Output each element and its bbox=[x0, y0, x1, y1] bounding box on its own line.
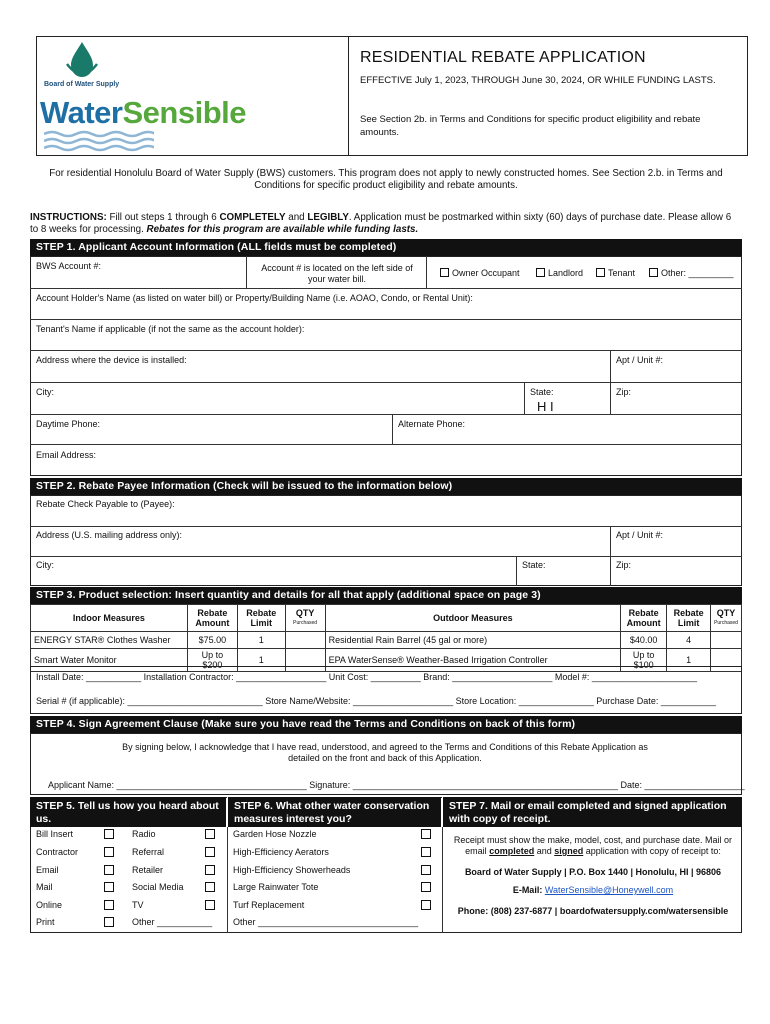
source-option: Radio bbox=[132, 829, 156, 839]
checkbox-icon[interactable] bbox=[104, 882, 114, 892]
step2-header: STEP 2. Rebate Payee Information (Check will be issued to the information below) bbox=[30, 478, 742, 495]
landlord-checkbox[interactable]: Landlord bbox=[536, 268, 583, 278]
state-label: State: bbox=[530, 387, 554, 397]
instructions-text1: Fill out steps 1 through 6 bbox=[106, 212, 220, 223]
measure-option: Large Rainwater Tote bbox=[233, 882, 319, 892]
alternate-phone-field[interactable]: Alternate Phone: bbox=[398, 419, 466, 429]
payee-city-field[interactable]: City: bbox=[36, 560, 54, 570]
checkbox-icon[interactable] bbox=[440, 268, 449, 277]
checkbox-icon[interactable] bbox=[421, 900, 431, 910]
source-option: Email bbox=[36, 865, 59, 875]
product-name: EPA WaterSense® Weather-Based Irrigation Controller bbox=[325, 649, 621, 672]
product-name: ENERGY STAR® Clothes Washer bbox=[31, 632, 188, 649]
qty-input[interactable] bbox=[711, 632, 742, 649]
checkbox-icon[interactable] bbox=[104, 865, 114, 875]
product-name: Smart Water Monitor bbox=[31, 649, 188, 672]
instructions-completely: COMPLETELY bbox=[219, 212, 286, 223]
instructions-and: and bbox=[285, 212, 308, 223]
instructions-text2: . Application must be postmarked within sixty (60) days of purchase date. Please allow 6 to 8 weeks for processing. bbox=[30, 212, 732, 235]
effective-dates: EFFECTIVE July 1, 2023, THROUGH June 30, 2024, OR WHILE FUNDING LASTS. bbox=[360, 75, 716, 86]
checkbox-icon[interactable] bbox=[421, 882, 431, 892]
rebate-limit-head-2: Rebate Limit bbox=[667, 605, 711, 632]
payee-state-field[interactable]: State: bbox=[522, 560, 546, 570]
other-checkbox[interactable]: Other: _________ bbox=[649, 268, 734, 278]
signature-line[interactable]: Applicant Name: ______________________________________ Signature: _____________________________________________________ Date: ____________________ bbox=[48, 780, 745, 790]
checkbox-icon[interactable] bbox=[205, 865, 215, 875]
daytime-phone-field[interactable]: Daytime Phone: bbox=[36, 419, 101, 429]
instructions bbox=[30, 212, 742, 236]
instructions-legibly: LEGIBLY bbox=[307, 212, 349, 223]
brand-sensible: Sensible bbox=[122, 95, 246, 130]
install-details-line1[interactable]: Install Date: ___________ Installation Contractor: __________________ Unit Cost: __________ Brand: ____________________ Model #: _____________________ bbox=[36, 672, 698, 682]
tenant-checkbox[interactable]: Tenant bbox=[596, 268, 635, 278]
product-amount: Up to $100 bbox=[621, 649, 667, 672]
owner-occupant-checkbox[interactable]: Owner Occupant bbox=[440, 268, 520, 278]
org-name: Board of Water Supply bbox=[44, 81, 120, 88]
account-note: Account # is located on the left side of your water bill. bbox=[261, 263, 413, 284]
step3-header: STEP 3. Product selection: Insert quantity and details for all that apply (additional space on page 3) bbox=[30, 587, 742, 604]
account-holder-name-field[interactable]: Account Holder's Name (as listed on water bill) or Property/Building Name (i.e. AOAO, Condo, or Rental Unit): bbox=[36, 293, 473, 303]
checkbox-icon[interactable] bbox=[205, 900, 215, 910]
water-drop-logo-icon bbox=[62, 40, 102, 80]
source-option: Contractor bbox=[36, 847, 79, 857]
source-option: Referral bbox=[132, 847, 165, 857]
instructions-italic: Rebates for this program are available while funding lasts. bbox=[146, 224, 419, 235]
header-divider bbox=[348, 36, 349, 156]
product-limit: 1 bbox=[237, 649, 285, 672]
instructions-label: INSTRUCTIONS: bbox=[30, 212, 107, 223]
measure-option: High-Efficiency Aerators bbox=[233, 847, 329, 857]
step4-header: STEP 4. Sign Agreement Clause (Make sure you have read the Terms and Conditions on back of this form) bbox=[30, 716, 742, 733]
checkbox-icon[interactable] bbox=[205, 847, 215, 857]
product-amount: Up to $200 bbox=[187, 649, 237, 672]
payee-zip-field[interactable]: Zip: bbox=[616, 560, 632, 570]
measure-option: Turf Replacement bbox=[233, 900, 305, 910]
step6-header: STEP 6. What other water conservation measures interest you? bbox=[228, 797, 441, 827]
checkbox-icon[interactable] bbox=[421, 865, 431, 875]
product-table bbox=[30, 604, 742, 672]
checkbox-icon[interactable] bbox=[104, 829, 114, 839]
mail-instructions: Receipt must show the make, model, cost, and purchase date. Mail or email completed and signed application with copy of receipt to: bbox=[453, 835, 733, 856]
city-field[interactable]: City: bbox=[36, 387, 54, 397]
measure-option: Garden Hose Nozzle bbox=[233, 829, 317, 839]
source-option: Bill Insert bbox=[36, 829, 74, 839]
source-option: TV bbox=[132, 900, 144, 910]
payee-field[interactable]: Rebate Check Payable to (Payee): bbox=[36, 499, 175, 509]
agreement-clause: By signing below, I acknowledge that I have read, understood, and agreed to the Terms and Conditions of this Rebate Application as detailed on the front and back of this Application. bbox=[122, 742, 648, 763]
product-name: Residential Rain Barrel (45 gal or more) bbox=[325, 632, 621, 649]
product-limit: 4 bbox=[667, 632, 711, 649]
email-line: E-Mail: WaterSensible@Honeywell.com bbox=[512, 885, 674, 895]
source-option: Retailer bbox=[132, 865, 164, 875]
checkbox-icon[interactable] bbox=[205, 882, 215, 892]
product-amount: $75.00 bbox=[187, 632, 237, 649]
measure-option: High-Efficiency Showerheads bbox=[233, 865, 351, 875]
payee-apt-field[interactable]: Apt / Unit #: bbox=[616, 530, 664, 540]
brand-logo bbox=[40, 95, 246, 131]
rebate-amount-head: Rebate Amount bbox=[187, 605, 237, 632]
email-field[interactable]: Email Address: bbox=[36, 450, 97, 460]
bws-account-label: BWS Account #: bbox=[36, 261, 102, 271]
apt-field[interactable]: Apt / Unit #: bbox=[616, 355, 664, 365]
checkbox-icon[interactable] bbox=[205, 829, 215, 839]
qty-head-2: QTY Purchased bbox=[711, 605, 742, 632]
checkbox-icon[interactable] bbox=[596, 268, 605, 277]
checkbox-icon[interactable] bbox=[649, 268, 658, 277]
measure-option-other[interactable]: Other ________________________________ bbox=[233, 917, 419, 927]
mail-address: Board of Water Supply | P.O. Box 1440 | Honolulu, HI | 96806 bbox=[464, 867, 722, 877]
step7-header: STEP 7. Mail or email completed and signed application with copy of receipt. bbox=[443, 797, 742, 827]
wave-logo-icon bbox=[44, 130, 154, 152]
source-option: Online bbox=[36, 900, 63, 910]
step1-frame bbox=[30, 256, 742, 476]
intro-text: For residential Honolulu Board of Water Supply (BWS) customers. This program does not apply to newly constructed homes. See Section 2.b. in Terms and Conditions for specific product eligibility and rebate amounts. bbox=[49, 168, 723, 191]
install-address-field[interactable]: Address where the device is installed: bbox=[36, 355, 187, 365]
indoor-head: Indoor Measures bbox=[31, 605, 188, 632]
checkbox-icon[interactable] bbox=[104, 847, 114, 857]
see-section-note: See Section 2b. in Terms and Conditions for specific product eligibility and rebate amounts. bbox=[360, 114, 701, 138]
checkbox-icon[interactable] bbox=[104, 917, 114, 927]
checkbox-icon[interactable] bbox=[421, 847, 431, 857]
product-amount: $40.00 bbox=[621, 632, 667, 649]
install-details-line2[interactable]: Serial # (if applicable): ___________________________ Store Name/Website: ____________________ Store Location: _______________ Purchase Date: ___________ bbox=[36, 696, 716, 706]
payee-address-field[interactable]: Address (U.S. mailing address only): bbox=[36, 530, 183, 540]
phone-line: Phone: (808) 237-6877 | boardofwatersupply.com/watersensible bbox=[457, 906, 729, 916]
rebate-limit-head: Rebate Limit bbox=[237, 605, 285, 632]
product-limit: 1 bbox=[667, 649, 711, 672]
tenant-name-field[interactable]: Tenant's Name if applicable (if not the same as the account holder): bbox=[36, 324, 305, 334]
source-option: Print bbox=[36, 917, 55, 927]
checkbox-icon[interactable] bbox=[104, 900, 114, 910]
state-value: H I bbox=[537, 399, 554, 414]
source-option: Mail bbox=[36, 882, 53, 892]
email-link[interactable]: WaterSensible@Honeywell.com bbox=[544, 885, 674, 895]
table-row bbox=[31, 632, 742, 649]
qty-head: QTY Purchased bbox=[285, 605, 325, 632]
step5-header: STEP 5. Tell us how you heard about us. bbox=[30, 797, 226, 827]
zip-field[interactable]: Zip: bbox=[616, 387, 632, 397]
outdoor-head: Outdoor Measures bbox=[325, 605, 621, 632]
source-option-other[interactable]: Other ___________ bbox=[132, 917, 213, 927]
rebate-amount-head-2: Rebate Amount bbox=[621, 605, 667, 632]
checkbox-icon[interactable] bbox=[421, 829, 431, 839]
product-limit: 1 bbox=[237, 632, 285, 649]
page-title: RESIDENTIAL REBATE APPLICATION bbox=[360, 49, 646, 66]
source-option: Social Media bbox=[132, 882, 184, 892]
brand-water: Water bbox=[40, 95, 123, 130]
checkbox-icon[interactable] bbox=[536, 268, 545, 277]
qty-input[interactable] bbox=[285, 632, 325, 649]
step1-header: STEP 1. Applicant Account Information (ALL fields must be completed) bbox=[30, 239, 742, 256]
